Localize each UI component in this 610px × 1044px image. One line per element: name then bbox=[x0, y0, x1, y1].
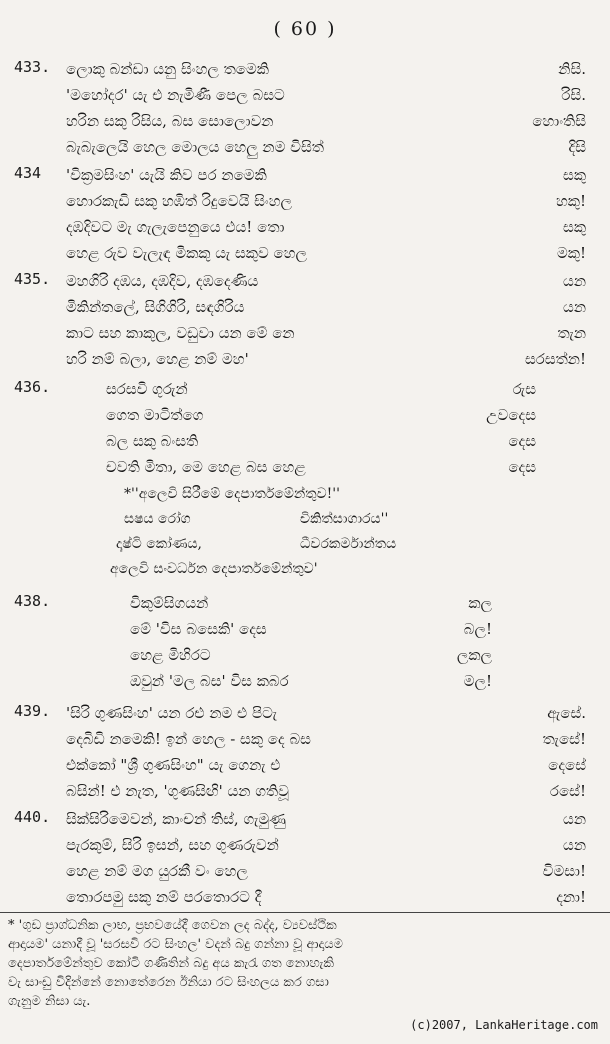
verse-line: බල සකු බංසති දෙස bbox=[106, 432, 536, 450]
verse-line: තොරපමු සකු නම් පරතොරට දී දනා! bbox=[66, 888, 586, 906]
verse-number: 438. bbox=[14, 592, 51, 610]
verse-line: හෙළ රුව වැලැඳ මිකකු යැ සකුව හෙල මකු! bbox=[66, 244, 586, 262]
verse-440 bbox=[0, 808, 610, 912]
verse-436 bbox=[0, 378, 610, 482]
footnote-divider bbox=[0, 912, 610, 913]
footnote-line: * 'ගුඩ ප්‍රාග්ධනික ලාභ, ප්‍රභවයේදී ගෙවන ලද බද්ද, ව්‍යවස්ථික bbox=[8, 918, 337, 933]
verse-number: 436. bbox=[14, 378, 51, 396]
verse-line: 'මහෝදර' යැ එ නැමිණී පෙල බසට රිසි. bbox=[66, 86, 586, 104]
verse-line: හෙළ නම් මග යුරකී වං හෙල විමසා! bbox=[66, 862, 586, 880]
note-line: දෘෂ්ටි කෝණය, ධීවරකර්මාන්තය bbox=[116, 536, 397, 552]
verse-433 bbox=[0, 58, 610, 162]
verse-line: ලොකු බන්ඩා යනු සිංහල තමෙකි නිසි. bbox=[66, 60, 586, 78]
verse-line: කාට සහ කාකුල, වඩුවා යන මේ නෙ තැන bbox=[66, 324, 586, 342]
verse-line: ගෙත මාටිත්ගෙ උවදෙස bbox=[106, 406, 536, 424]
verse-line: මිකින්තලේ, සිගිගිරි, සඳගිරිය යන bbox=[66, 298, 586, 316]
verse-line: බැබැලෙයි හෙල මොලය හෙලු නම විසිත් දිසි bbox=[66, 138, 586, 156]
verse-number: 433. bbox=[14, 58, 51, 76]
verse-line: සරසවි ගුරුන් රුස bbox=[106, 380, 536, 398]
copyright-notice: (c)2007, LankaHeritage.com bbox=[410, 1018, 598, 1032]
verse-line: හරි නම් බලා, හෙළ නම් මහ' සරසත්න! bbox=[66, 350, 586, 368]
verse-line: මේ 'විස බසෙකි' දෙස බල! bbox=[130, 620, 492, 638]
verse-line: දෙබිඩි නමෙකි! ඉන් හෙල - සකු දෙ බස තැසේ! bbox=[66, 730, 586, 748]
note-block bbox=[110, 484, 570, 584]
note-line: *''අලෙවි සිරීමේ දෙපාර්තමේන්තුව!'' bbox=[124, 486, 341, 502]
note-line: සෂය රෝග චිකිත්සාගාරය'' bbox=[124, 511, 389, 527]
verse-number: 434 bbox=[14, 164, 42, 182]
verse-line: මහගිරි දඹය, දඹදිව, දඹදෙණිය යන bbox=[66, 272, 586, 290]
footnote bbox=[8, 916, 602, 1011]
verse-line: සික්සිරිමෙවන්, කාංචන් තිස්, ගැමුණු යන bbox=[66, 810, 586, 828]
footnote-line: වැ සාංඩු විදින්නේ නොතේරෙන ඊනියා රට සිංහලය කර ගසා bbox=[8, 975, 329, 990]
verse-line: හොරකැඩි සකු හඹිත් රිදුවෙයි සිංහල හකු! bbox=[66, 192, 586, 210]
verse-line: බසින්! එ නැත, 'ගුණසිඟි' යන ගතිවූ රසේ! bbox=[66, 782, 586, 800]
footnote-line: ගැනුම නිසා යැ. bbox=[8, 994, 91, 1009]
verse-line: ඔවුන් 'මල බස' විස කබර මල! bbox=[130, 672, 492, 690]
verse-line: චවති මිතා, මෙ හෙළ බස හෙළ දෙස bbox=[106, 458, 536, 476]
footnote-line: ආදායම' යනාදී වූ 'සරසවි රට සිංහල' වදන් බදු ගන්නා වූ ආදායම bbox=[8, 937, 343, 952]
footnote-line: දෙපාර්තමේන්තුව කෝටි ගණිතින් බදු අය කැරැ ගත නොහැකි bbox=[8, 956, 334, 971]
verse-line: හෙළ මිහිරට ලකල bbox=[130, 646, 492, 664]
verse-line: එක්කෝ "ශ්‍රී ගුණසිංහ" යැ ගෙනැ එ දෙසේ bbox=[66, 756, 586, 774]
verse-434 bbox=[0, 164, 610, 268]
verse-number: 435. bbox=[14, 270, 51, 288]
verse-number: 440. bbox=[14, 808, 51, 826]
verse-line: දඹදිවට මැ ගැලැපෙනුයෙ එය! තො සකු bbox=[66, 218, 586, 236]
verse-line: 'සිරි ගුණසිංහ' යන රළු නම එ පිටැ ඇසේ. bbox=[66, 704, 586, 722]
verse-439 bbox=[0, 702, 610, 806]
note-line: අලෙවි සංවර්ධන දෙපාර්තමේන්තුව' bbox=[110, 561, 318, 577]
verse-line: විකුම්සිගයන් කල bbox=[130, 594, 492, 612]
verse-line: හරින සකු රිසිය, බස සොලොවන හොංතිසි bbox=[66, 112, 586, 130]
verse-438 bbox=[0, 592, 610, 696]
verse-line: 'වික්‍රමසිංහ' යැයි කිව පර නමෙකි සකු bbox=[66, 166, 586, 184]
verse-435 bbox=[0, 270, 610, 374]
page-number: ( 60 ) bbox=[273, 18, 337, 40]
verse-number: 439. bbox=[14, 702, 51, 720]
verse-line: පැරකුම්, සිරි ඉසන්, සහ ගුණරුවන් යන bbox=[66, 836, 586, 854]
